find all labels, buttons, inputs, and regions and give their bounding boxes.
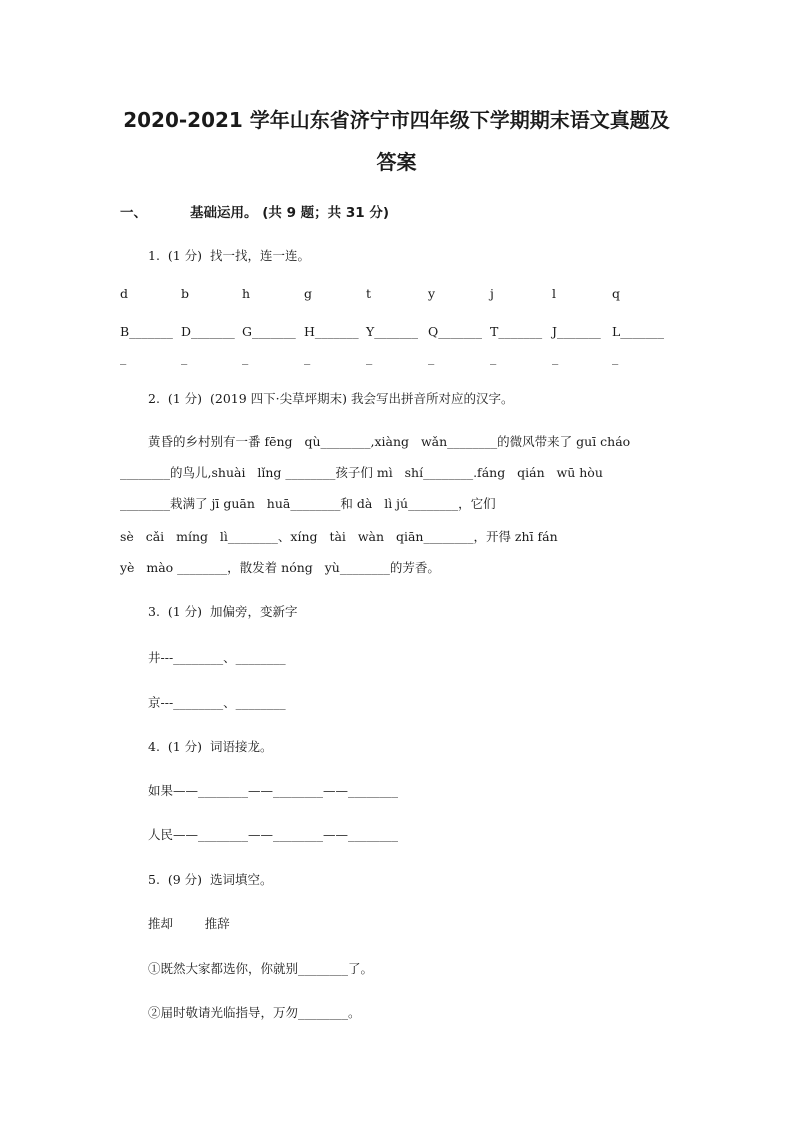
blank-tail: _	[242, 350, 249, 365]
uppercase-blank[interactable]: T_______	[490, 324, 543, 339]
question-2-line: 黄昏的乡村别有一番 fēng qù________,xiàng wǎn________的微风带来了 guī cháo	[148, 434, 631, 449]
page-title: 2020-2021 学年山东省济宁市四年级下学期期末语文真题及	[123, 108, 670, 132]
section-number: 一、	[120, 205, 147, 221]
blank-tail: _	[120, 350, 127, 365]
uppercase-blank[interactable]: Y_______	[366, 324, 419, 339]
lowercase-letter: h	[242, 286, 251, 301]
question-4-line: 人民——________——________——________	[148, 827, 399, 842]
lowercase-letter: b	[181, 286, 190, 301]
question-2-line: ________栽满了 jī guān huā________和 dà lì jú________，它们	[120, 496, 496, 511]
blank-tail: _	[304, 350, 311, 365]
blank-tail: _	[181, 350, 188, 365]
lowercase-letter: g	[304, 286, 313, 301]
lowercase-letter: d	[120, 286, 129, 301]
uppercase-blank[interactable]: Q_______	[428, 324, 482, 339]
uppercase-blank[interactable]: L_______	[612, 324, 665, 339]
question-3-line: 井---________、________	[148, 650, 286, 665]
uppercase-blank[interactable]: H_______	[304, 324, 359, 339]
question-5-item: ①既然大家都选你，你就别________了。	[148, 961, 374, 976]
uppercase-blank[interactable]: B_______	[120, 324, 173, 339]
question-2-line: yè mào ________，散发着 nóng yù________的芳香。	[120, 560, 440, 575]
question-3-line: 京---________、________	[148, 695, 286, 710]
question-2-line: sè cǎi míng lì________、xíng tài wàn qiān________，开得 zhī fán	[120, 529, 558, 544]
lowercase-letter: q	[612, 286, 621, 301]
uppercase-blank[interactable]: J_______	[552, 324, 601, 339]
question-5-item: ②届时敬请光临指导，万勿________。	[148, 1005, 361, 1020]
question-2-header: 2. (1 分) (2019 四下·尖草坪期末) 我会写出拼音所对应的汉字。	[148, 391, 514, 406]
question-4-line: 如果——________——________——________	[148, 783, 399, 798]
lowercase-letter: y	[428, 286, 436, 301]
question-2-line: ________的鸟儿,shuài lǐng ________孩子们 mì shí________.fáng qián wū hòu	[120, 465, 603, 480]
question-3-header: 3. (1 分) 加偏旁，变新字	[148, 604, 298, 619]
section-heading: 基础运用。 (共 9 题；共 31 分)	[190, 205, 390, 221]
blank-tail: _	[552, 350, 559, 365]
uppercase-blank[interactable]: D_______	[181, 324, 235, 339]
question-1-header: 1. (1 分) 找一找，连一连。	[148, 248, 310, 263]
page-title-continued: 答案	[376, 150, 417, 174]
question-5-options: 推却 推辞	[148, 916, 230, 931]
blank-tail: _	[366, 350, 373, 365]
lowercase-letter: t	[366, 286, 372, 301]
uppercase-blank[interactable]: G_______	[242, 324, 296, 339]
blank-tail: _	[428, 350, 435, 365]
blank-tail: _	[490, 350, 497, 365]
question-4-header: 4. (1 分) 词语接龙。	[148, 739, 273, 754]
lowercase-letter: j	[490, 286, 494, 301]
lowercase-letter: l	[552, 286, 556, 301]
blank-tail: _	[612, 350, 619, 365]
question-5-header: 5. (9 分) 选词填空。	[148, 872, 273, 887]
